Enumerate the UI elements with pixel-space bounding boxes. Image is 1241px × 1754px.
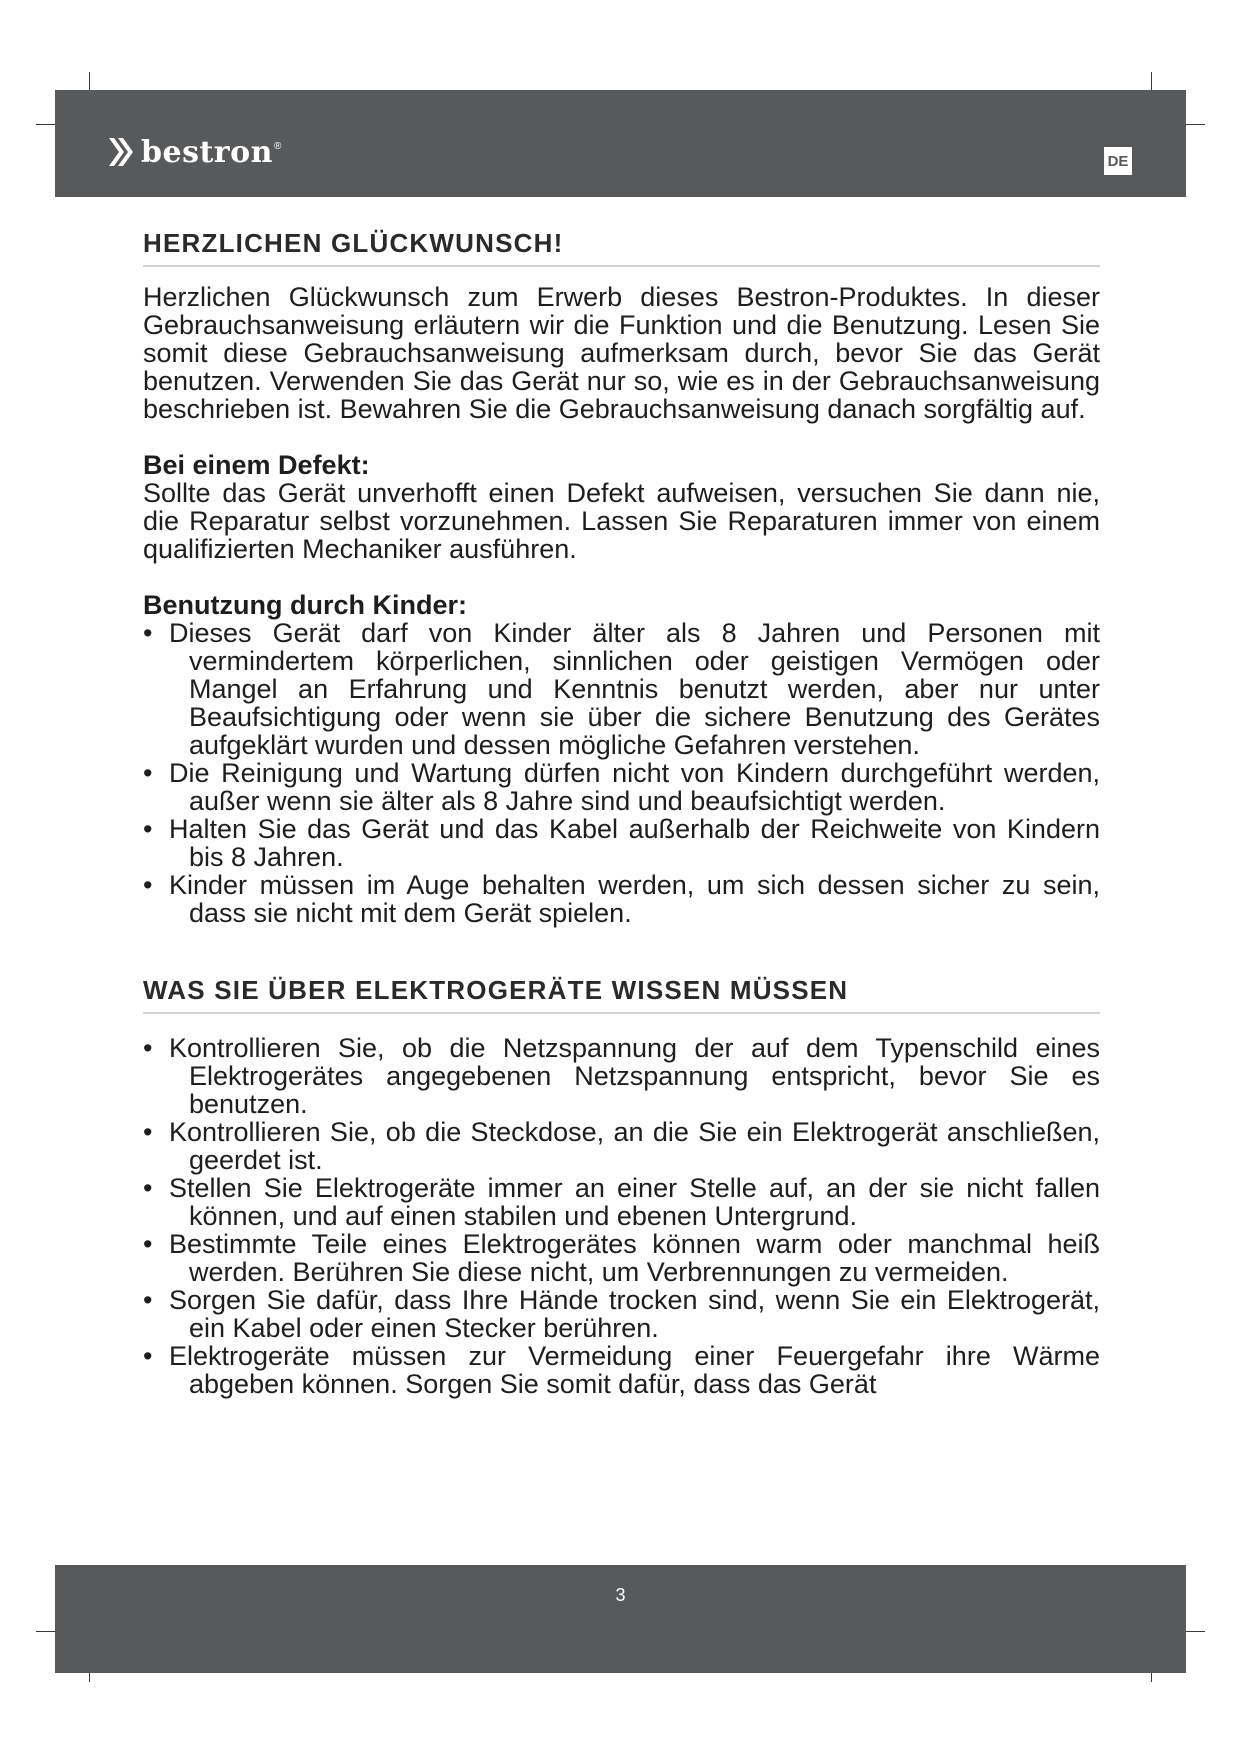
section-title-congratulations: HERZLICHEN GLÜCKWUNSCH!	[143, 228, 1100, 267]
language-badge: DE	[1104, 147, 1132, 175]
defect-paragraph: Sollte das Gerät unverhofft einen Defekt aufweisen, versuchen Sie dann nie, die Reparatur selbst vorzunehmen. Lassen Sie Reparaturen immer von einem qualifizierten Mechaniker ausführen.	[143, 478, 1100, 564]
footer-band	[55, 1565, 1186, 1673]
list-item: • Sorgen Sie dafür, dass Ihre Hände trocken sind, wenn Sie ein Elektrogerät, ein Kabel oder einen Stecker berühren.	[143, 1286, 1100, 1342]
list-item: • Kinder müssen im Auge behalten werden, um sich dessen sicher zu sein, dass sie nicht mit dem Gerät spielen.	[143, 871, 1100, 927]
brand-name: bestron	[141, 134, 273, 170]
intro-paragraph: Herzlichen Glückwunsch zum Erwerb dieses Bestron-Produktes. In dieser Gebrauchsanweisung erläutern wir die Funktion und die Benutzung. Lesen Sie somit diese Gebrauchsanweisung aufmerksam durch, bevor Sie das Gerät benutzen. Verwenden Sie das Gerät nur so, wie es in der Gebrauchsanweisung beschrieben ist. Bewahren Sie die Gebrauchsanweisung danach sorgfältig auf.	[143, 282, 1100, 424]
registered-mark-icon: ®	[273, 140, 282, 152]
chevron-logo-icon	[107, 135, 135, 169]
page-number: 3	[615, 1585, 626, 1605]
list-item: • Kontrollieren Sie, ob die Steckdose, an die Sie ein Elektrogerät anschließen, geerdet ist.	[143, 1118, 1100, 1174]
main-content	[143, 228, 1100, 1398]
list-item: • Bestimmte Teile eines Elektrogerätes können warm oder manchmal heiß werden. Berühren Sie diese nicht, um Verbrennungen zu vermeiden.	[143, 1230, 1100, 1286]
header-band	[55, 90, 1186, 197]
list-item: • Die Reinigung und Wartung dürfen nicht von Kindern durchgeführt werden, außer wenn sie älter als 8 Jahre sind und beaufsichtigt werden.	[143, 759, 1100, 815]
electrical-list	[143, 1034, 1100, 1398]
children-list	[143, 619, 1100, 927]
children-heading: Benutzung durch Kinder:	[143, 590, 467, 620]
list-item: • Dieses Gerät darf von Kinder älter als 8 Jahren und Personen mit vermindertem körperlichen, sinnlichen oder geistigen Vermögen oder Mangel an Erfahrung und Kenntnis benutzt werden, aber nur unter Beaufsichtigung oder wenn sie über die sichere Benutzung des Gerätes aufgeklärt wurden und dessen mögliche Gefahren verstehen.	[143, 619, 1100, 759]
list-item: • Stellen Sie Elektrogeräte immer an einer Stelle auf, an der sie nicht fallen können, und auf einen stabilen und ebenen Untergrund.	[143, 1174, 1100, 1230]
list-item: • Elektrogeräte müssen zur Vermeidung einer Feuergefahr ihre Wärme abgeben können. Sorgen Sie somit dafür, dass das Gerät	[143, 1342, 1100, 1398]
section-title-electrical: WAS SIE ÜBER ELEKTROGERÄTE WISSEN MÜSSEN	[143, 975, 1100, 1014]
defect-heading: Bei einem Defekt:	[143, 450, 370, 480]
list-item: • Kontrollieren Sie, ob die Netzspannung der auf dem Typenschild eines Elektrogerätes angegebenen Netzspannung entspricht, bevor Sie es benutzen.	[143, 1034, 1100, 1118]
brand-logo	[107, 132, 281, 172]
list-item: • Halten Sie das Gerät und das Kabel außerhalb der Reichweite von Kindern bis 8 Jahren.	[143, 815, 1100, 871]
